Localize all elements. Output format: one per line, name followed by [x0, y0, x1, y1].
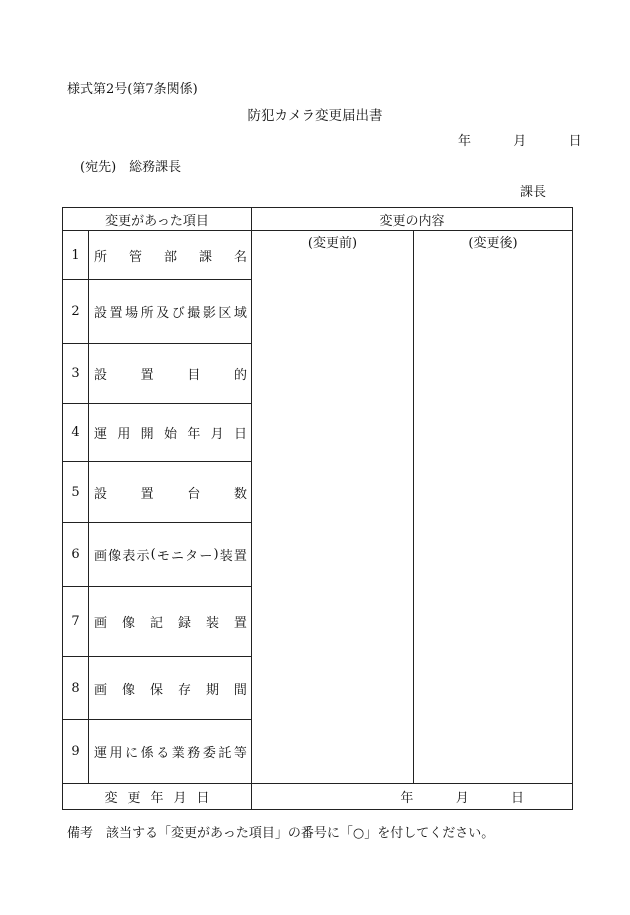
item-label-char: 保 — [149, 682, 163, 698]
change-date-field[interactable] — [252, 784, 573, 810]
item-label-char: 開 — [140, 427, 154, 442]
row-number[interactable]: 4 — [63, 404, 89, 462]
item-label-char: 像 — [108, 549, 122, 564]
item-label-char: 画 — [94, 616, 108, 631]
item-label-char: 録 — [177, 616, 191, 631]
item-label-char: 域 — [233, 306, 247, 321]
item-label-char: 画 — [94, 549, 108, 564]
item-label-char: 始 — [163, 427, 177, 442]
item-label-char: モ — [156, 549, 170, 564]
after-change-cell[interactable] — [414, 231, 573, 784]
item-label-char: 存 — [177, 682, 191, 698]
before-change-cell[interactable] — [252, 231, 414, 784]
item-label-char: 的 — [233, 368, 247, 383]
item-label-char: 運 — [94, 427, 108, 442]
item-label-char: 置 — [140, 368, 154, 383]
change-date-month-label: 月 — [455, 791, 469, 806]
item-label-char: 係 — [140, 746, 154, 761]
before-change-label: (変更前) — [307, 236, 358, 251]
row-number[interactable]: 3 — [63, 344, 89, 404]
item-label-char: ( — [150, 547, 156, 562]
item-label-char: に — [125, 746, 139, 761]
signatory-title: 課長 — [520, 185, 547, 200]
item-label — [89, 404, 252, 462]
item-label-char: 撮 — [187, 306, 201, 321]
date-month-label: 月 — [513, 134, 527, 149]
item-label-char: 置 — [140, 486, 154, 502]
item-label-char: 置 — [233, 549, 247, 564]
changed-item-header: 変更があった項目 — [63, 208, 252, 231]
item-label-char: 記 — [149, 616, 163, 631]
item-label-char: 業 — [171, 746, 185, 761]
item-label-char: 装 — [219, 549, 233, 564]
item-label-char: 運 — [94, 746, 108, 761]
item-label-char: 用 — [117, 427, 131, 442]
item-label-char: ー — [199, 549, 213, 564]
change-date-label-char: 日 — [196, 791, 210, 806]
change-content-header: 変更の内容 — [252, 208, 573, 231]
item-label-char: 設 — [94, 486, 108, 502]
row-number[interactable]: 8 — [63, 657, 89, 720]
item-label — [89, 657, 252, 720]
item-label-char: 場 — [125, 306, 139, 321]
item-label — [89, 344, 252, 404]
item-label — [89, 523, 252, 587]
change-date-day-label: 日 — [511, 791, 525, 806]
item-label-char: 目 — [187, 368, 201, 383]
row-number[interactable]: 7 — [63, 587, 89, 657]
item-label-char: 設 — [94, 306, 108, 321]
item-label-char: 像 — [121, 616, 135, 631]
item-label-char: 表 — [122, 549, 136, 564]
item-label-char: 台 — [187, 486, 201, 502]
row-number[interactable]: 5 — [63, 462, 89, 523]
item-label-char: 等 — [233, 746, 247, 761]
item-label-char: 用 — [109, 746, 123, 761]
row-number[interactable]: 1 — [63, 231, 89, 280]
item-label — [89, 231, 252, 280]
item-label — [89, 720, 252, 784]
submission-date — [458, 130, 582, 149]
item-label-char: 管 — [128, 249, 142, 265]
item-label-char: 及 — [156, 306, 170, 321]
change-date-year-label: 年 — [400, 791, 414, 806]
addressee: (宛先) 総務課長 — [80, 160, 182, 175]
item-label-char: 課 — [198, 249, 212, 265]
item-label-char: 影 — [202, 306, 216, 321]
remarks-note: 備考 該当する「変更があった項目」の番号に「○」を付してください。 — [67, 826, 495, 841]
change-date-label-char: 変 — [104, 791, 118, 806]
item-label-char: 間 — [233, 682, 247, 698]
document-title: 防犯カメラ変更届出書 — [247, 108, 383, 124]
row-number[interactable]: 6 — [63, 523, 89, 587]
item-label — [89, 587, 252, 657]
date-year-label: 年 — [458, 134, 472, 149]
item-label-char: ニ — [171, 549, 185, 564]
after-change-label: (変更後) — [468, 236, 518, 251]
row-number[interactable]: 9 — [63, 720, 89, 784]
item-label-char: 委 — [202, 746, 216, 761]
item-label — [89, 462, 252, 523]
row-number[interactable]: 2 — [63, 280, 89, 344]
item-label-char: 期 — [205, 682, 219, 698]
item-label-char: 所 — [140, 306, 154, 321]
item-label-char: 日 — [233, 427, 247, 442]
item-label-char: る — [156, 746, 170, 761]
item-label-char: 務 — [187, 746, 201, 761]
item-label-char: タ — [185, 549, 199, 564]
item-label-char: 月 — [210, 427, 224, 442]
item-label-char: 部 — [163, 249, 177, 265]
item-label-char: 名 — [233, 249, 247, 265]
item-label-char: 示 — [136, 549, 150, 564]
item-label-char: 数 — [233, 486, 247, 502]
change-date-label-char: 月 — [173, 791, 187, 806]
change-date-label-char: 年 — [150, 791, 164, 806]
item-label-char: 像 — [121, 682, 135, 698]
item-label-char: び — [171, 306, 185, 321]
item-label-char: ) — [213, 547, 219, 562]
item-label-char: 画 — [94, 682, 108, 698]
item-label-char: 年 — [187, 427, 201, 442]
item-label-char: 区 — [218, 306, 232, 321]
form-number: 様式第2号(第7条関係) — [67, 82, 198, 97]
change-date-label-char: 更 — [127, 791, 141, 806]
item-label-char: 置 — [109, 306, 123, 321]
item-label-char: 託 — [218, 746, 232, 761]
change-date-label — [63, 784, 252, 810]
item-label-char: 置 — [233, 616, 247, 631]
date-day-label: 日 — [568, 134, 582, 149]
change-table — [62, 207, 573, 810]
item-label-char: 装 — [205, 616, 219, 631]
item-label-char: 設 — [94, 368, 108, 383]
item-label-char: 所 — [94, 249, 108, 265]
item-label — [89, 280, 252, 344]
